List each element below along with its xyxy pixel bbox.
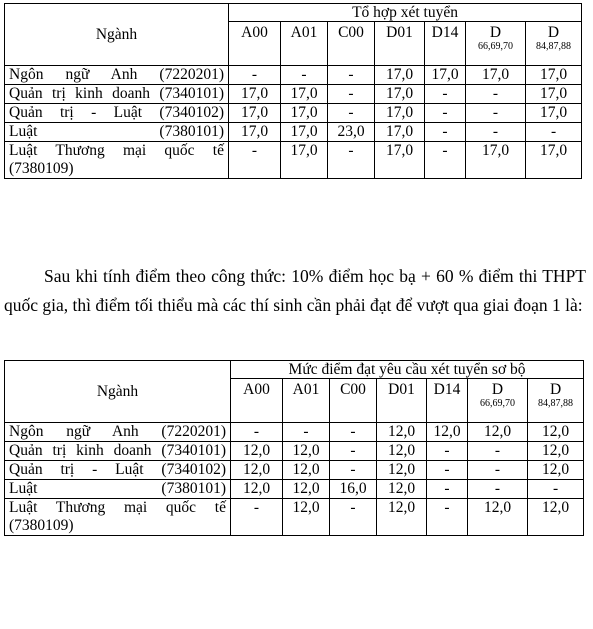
score-cell: 12,0	[468, 423, 528, 442]
score-cell: 17,0	[526, 104, 582, 123]
score-cell: -	[330, 461, 377, 480]
major-column-header: Ngành	[5, 361, 231, 423]
score-cell: 12,0	[377, 423, 427, 442]
score-cell: -	[526, 123, 582, 142]
major-cell: Quản trị - Luật (7340102)	[5, 461, 231, 480]
score-cell: -	[466, 123, 526, 142]
column-header: D 84,87,88	[528, 379, 584, 423]
score-cell: 17,0	[281, 123, 328, 142]
score-cell: -	[330, 499, 377, 536]
major-cell: Luật (7380101)	[5, 480, 231, 499]
score-cell: -	[281, 66, 328, 85]
score-cell: -	[466, 85, 526, 104]
score-cell: 23,0	[328, 123, 375, 142]
score-cell: -	[328, 104, 375, 123]
admission-combination-table	[4, 3, 582, 179]
score-cell: 17,0	[425, 66, 466, 85]
score-cell: 12,0	[283, 442, 330, 461]
column-header: C00	[328, 22, 375, 66]
score-cell: -	[468, 480, 528, 499]
table-row	[5, 104, 582, 123]
major-cell: Luật Thương mại quốc tế (7380109)	[5, 142, 229, 179]
score-cell: 17,0	[526, 142, 582, 179]
column-header: D 66,69,70	[466, 22, 526, 66]
table-row	[5, 66, 582, 85]
score-cell: 17,0	[526, 66, 582, 85]
score-cell: 12,0	[283, 461, 330, 480]
score-cell: 12,0	[231, 461, 283, 480]
score-cell: -	[425, 104, 466, 123]
score-cell: -	[468, 442, 528, 461]
score-cell: 12,0	[231, 480, 283, 499]
score-cell: 17,0	[281, 85, 328, 104]
score-cell: 17,0	[375, 123, 425, 142]
score-cell: -	[283, 423, 330, 442]
column-header: A01	[283, 379, 330, 423]
score-cell: 16,0	[330, 480, 377, 499]
column-header: D01	[375, 22, 425, 66]
score-cell: -	[330, 423, 377, 442]
combination-group-header: Tổ hợp xét tuyển	[229, 4, 582, 22]
score-cell: 17,0	[229, 123, 281, 142]
table-row	[5, 123, 582, 142]
column-header: D 84,87,88	[526, 22, 582, 66]
score-cell: -	[231, 499, 283, 536]
score-cell: -	[229, 66, 281, 85]
table-row	[5, 423, 584, 442]
score-cell: 12,0	[377, 499, 427, 536]
score-cell: -	[328, 142, 375, 179]
score-cell: -	[468, 461, 528, 480]
major-cell: Luật Thương mại quốc tế (7380109)	[5, 499, 231, 536]
score-cell: -	[328, 66, 375, 85]
score-cell: 12,0	[231, 442, 283, 461]
table-row	[5, 499, 584, 536]
column-header: D01	[377, 379, 427, 423]
score-cell: 12,0	[468, 499, 528, 536]
major-cell: Luật (7380101)	[5, 123, 229, 142]
score-cell: 12,0	[528, 442, 584, 461]
score-cell: 12,0	[283, 480, 330, 499]
column-header: D14	[425, 22, 466, 66]
major-column-header: Ngành	[5, 4, 229, 66]
score-cell: -	[427, 480, 468, 499]
score-cell: 17,0	[229, 104, 281, 123]
score-cell: -	[330, 442, 377, 461]
explanation-paragraph: Sau khi tính điểm theo công thức: 10% điểm học bạ + 60 % điểm thi THPT quốc gia, thì điểm tối thiểu mà các thí sinh cần phải đạt để vượt qua giai đoạn 1 là:	[4, 266, 586, 315]
column-header: A00	[231, 379, 283, 423]
score-cell: 17,0	[281, 142, 328, 179]
score-cell: -	[231, 423, 283, 442]
score-cell: 12,0	[528, 499, 584, 536]
score-cell: 17,0	[526, 85, 582, 104]
score-cell: 12,0	[528, 461, 584, 480]
score-cell: 17,0	[281, 104, 328, 123]
major-cell: Quản trị kinh doanh (7340101)	[5, 85, 229, 104]
major-cell: Quản trị - Luật (7340102)	[5, 104, 229, 123]
table-row	[5, 142, 582, 179]
score-cell: 12,0	[377, 461, 427, 480]
preliminary-threshold-table	[4, 360, 584, 536]
column-header: A01	[281, 22, 328, 66]
score-cell: -	[425, 142, 466, 179]
major-cell: Quản trị kinh doanh (7340101)	[5, 442, 231, 461]
score-cell: 17,0	[229, 85, 281, 104]
major-cell: Ngôn ngữ Anh (7220201)	[5, 66, 229, 85]
column-header: A00	[229, 22, 281, 66]
score-cell: 17,0	[375, 104, 425, 123]
score-cell: 17,0	[466, 66, 526, 85]
score-cell: -	[427, 499, 468, 536]
table-row	[5, 442, 584, 461]
threshold-group-header: Mức điểm đạt yêu cầu xét tuyển sơ bộ	[231, 361, 584, 379]
score-cell: 12,0	[427, 423, 468, 442]
score-cell: 12,0	[283, 499, 330, 536]
score-cell: 17,0	[375, 142, 425, 179]
column-header: D 66,69,70	[468, 379, 528, 423]
score-cell: 17,0	[466, 142, 526, 179]
score-cell: -	[466, 104, 526, 123]
score-cell: -	[425, 123, 466, 142]
table-row	[5, 461, 584, 480]
table-row	[5, 480, 584, 499]
table-row	[5, 85, 582, 104]
score-cell: -	[425, 85, 466, 104]
column-header: C00	[330, 379, 377, 423]
score-cell: 12,0	[377, 480, 427, 499]
score-cell: -	[427, 442, 468, 461]
score-cell: 17,0	[375, 66, 425, 85]
score-cell: -	[229, 142, 281, 179]
score-cell: 12,0	[377, 442, 427, 461]
score-cell: -	[328, 85, 375, 104]
score-cell: 17,0	[375, 85, 425, 104]
score-cell: 12,0	[528, 423, 584, 442]
major-cell: Ngôn ngữ Anh (7220201)	[5, 423, 231, 442]
column-header: D14	[427, 379, 468, 423]
score-cell: -	[528, 480, 584, 499]
score-cell: -	[427, 461, 468, 480]
